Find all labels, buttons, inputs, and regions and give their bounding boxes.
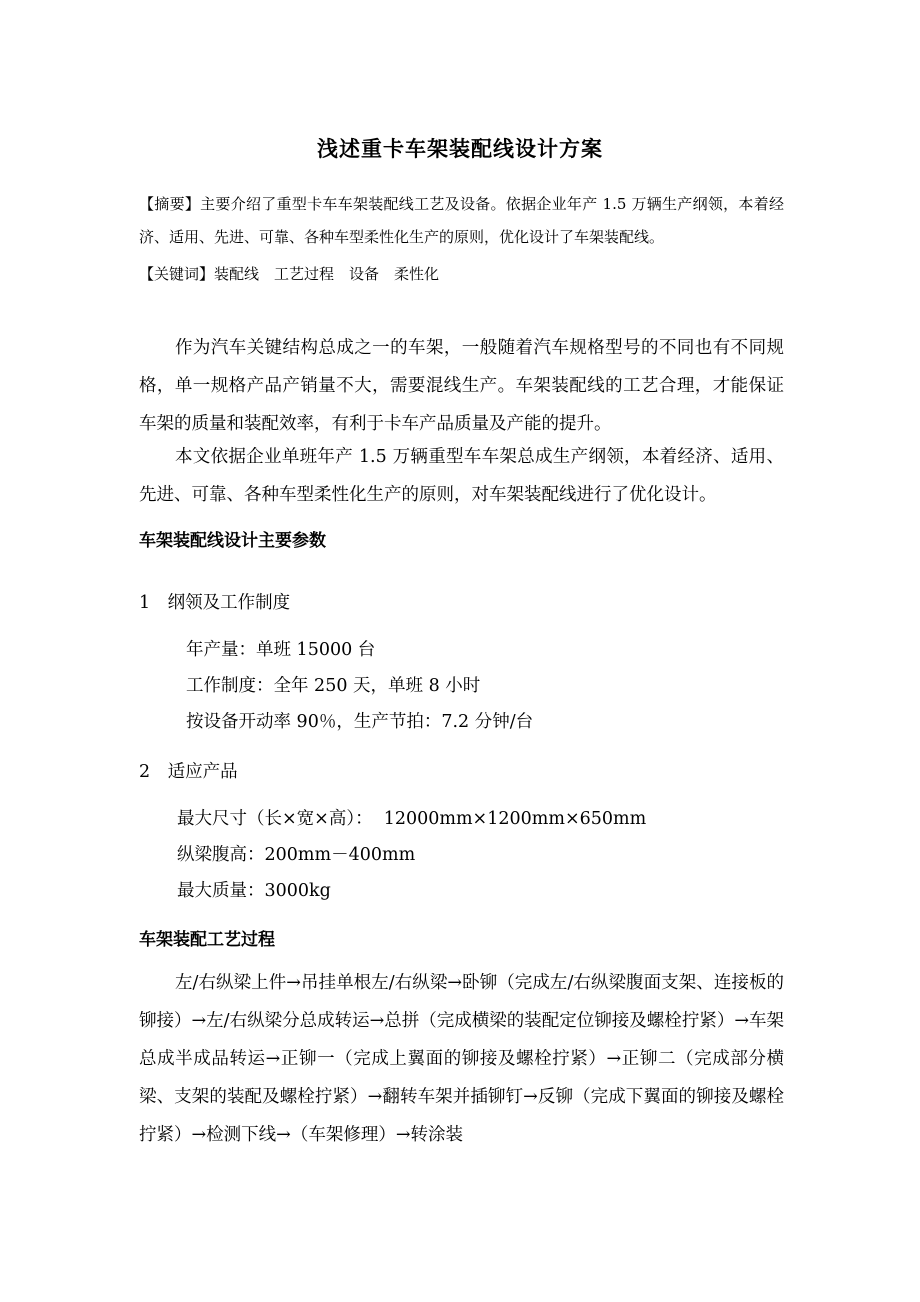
param-item-max-mass: 最大质量：3000kg <box>177 881 331 901</box>
page-title: 浅述重卡车架装配线设计方案 <box>317 137 603 161</box>
param-item-takt-time: 按设备开动率 90％，生产节拍：7.2 分钟/台 <box>186 712 534 732</box>
param-item-max-size: 最大尺寸（长×宽×高）： 12000mm×1200mm×650mm <box>177 809 647 829</box>
keywords: 【关键词】装配线 工艺过程 设备 柔性化 <box>139 265 440 283</box>
section-heading-params: 车架装配线设计主要参数 <box>139 531 326 551</box>
param-item-annual-output: 年产量：单班 15000 台 <box>186 640 376 660</box>
subsection-title-products: 2 适应产品 <box>139 762 238 782</box>
param-item-work-schedule: 工作制度：全年 250 天，单班 8 小时 <box>186 676 481 696</box>
section-heading-process: 车架装配工艺过程 <box>139 930 275 950</box>
subsection-title-production: 1 纲领及工作制度 <box>139 593 291 613</box>
intro-paragraph-1: 作为汽车关键结构总成之一的车架，一般随着汽车规格型号的不同也有不同规格，单一规格产品产销量不大，需要混线生产。车架装配线的工艺合理，才能保证车架的质量和装配效率，有利于卡车产品质量及产能的提升。 <box>139 338 784 434</box>
param-item-web-height: 纵梁腹高：200mm－400mm <box>177 845 416 865</box>
process-paragraph: 左/右纵梁上件→吊挂单根左/右纵梁→卧铆（完成左/右纵梁腹面支架、连接板的铆接）→左/右纵梁分总成转运→总拼（完成横梁的装配定位铆接及螺栓拧紧）→车架总成半成品转运→正铆一（完成上翼面的铆接及螺栓拧紧）→正铆二（完成部分横梁、支架的装配及螺栓拧紧）→翻转车架并插铆钉→反铆（完成下翼面的铆接及螺栓拧紧）→检测下线→（车架修理）→转涂装 <box>139 973 784 1145</box>
abstract: 【摘要】主要介绍了重型卡车车架装配线工艺及设备。依据企业年产 1.5 万辆生产纲领，本着经济、适用、先进、可靠、各种车型柔性化生产的原则，优化设计了车架装配线。 <box>139 195 784 246</box>
intro-paragraph-2: 本文依据企业单班年产 1.5 万辆重型车车架总成生产纲领，本着经济、适用、先进、可靠、各种车型柔性化生产的原则，对车架装配线进行了优化设计。 <box>139 447 784 505</box>
